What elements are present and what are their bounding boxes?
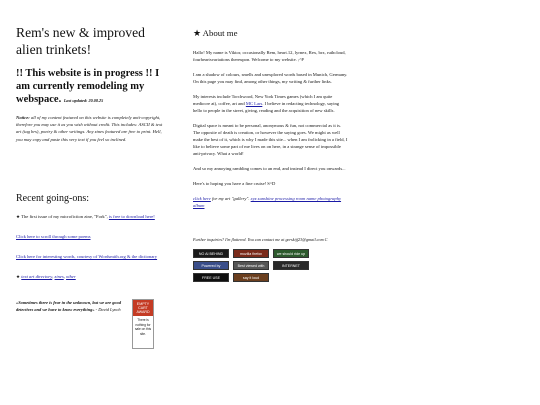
zine-text: ★ The first issue of my microfiction zine, "Fork",: [16, 213, 108, 219]
site-button-1[interactable]: mozilla firefox: [233, 249, 269, 258]
site-button-3[interactable]: Powered by: [193, 261, 229, 270]
poems-link[interactable]: Click here to scroll through some poems: [16, 234, 91, 240]
other-link[interactable]: other: [66, 274, 76, 280]
gallery-text: for my art "gallery".: [210, 196, 251, 201]
mc-lars-link[interactable]: MC Lars: [245, 101, 263, 106]
site-button-4[interactable]: Best viewed with: [233, 261, 269, 270]
gallery-link[interactable]: click here: [193, 196, 211, 201]
words-link[interactable]: Click here for interesting words, courtesy of Wordsmith.org & the dictionary: [16, 254, 158, 260]
notice: [16, 114, 166, 143]
quote: [16, 299, 126, 349]
site-button-6[interactable]: FREE USE: [193, 273, 229, 282]
site-button-5[interactable]: INTERNET ARCHIVE: [273, 261, 309, 270]
list-item: [16, 233, 166, 240]
site-button-2[interactable]: we should ride up: [273, 249, 309, 258]
art-directory-link[interactable]: text art directory: [21, 274, 53, 280]
empty-cart-award-badge: [132, 299, 154, 349]
about-para-2: I am a shadow of colours, smells and unexplored words based in Munich, Germany. On this page you may find, among other things, my writing & further links.: [193, 72, 348, 84]
zine-download-link[interactable]: is free to download here!: [108, 213, 155, 219]
album-link[interactable]: xyz sunshine processing room name photography album: [193, 196, 342, 208]
site-button-0[interactable]: NO AI BEHIND: [193, 249, 229, 258]
going-on-list: [16, 213, 166, 281]
quote-author: - David Lynch: [94, 306, 121, 312]
about-para-4: Digital space is meant to be personal, anonymous & fun, not commercial as it is. The opposite of death is creation, or however the saying goes. We might as well make the best of it, which is why I made this site... when I am frolicking in a field, I like to believe some part of me lives on on here, in a strange sense of impossible anti-privacy. What a world!: [193, 123, 348, 156]
progress-banner: [16, 67, 166, 107]
notice-text: all of my content featured on this website is completely anti-copyright, therefore you may use it as you wish without credit. This includes: ASCII & text art (tag brs), poetry & other writings. Any zines featured are free to print. Hell, you may copy and paste this very text if you feel so inclined.: [16, 115, 163, 142]
award-title: EMPTY CART AWARD: [133, 300, 153, 317]
site-button-7[interactable]: say it loud: [233, 273, 269, 282]
gallery-line: [193, 195, 348, 209]
button-wall: [193, 249, 348, 282]
interests-text: My interests include Torchwood, New York Times games (which I am quite mediocre at), coffee, art and: [193, 94, 333, 106]
right-column: [193, 0, 348, 282]
about-heading: ★ About me: [193, 28, 238, 38]
quote-text: «Sometimes there is fear in the unknown, but we are good detectives and we have to know everything»: [16, 299, 122, 312]
zines-link[interactable]: zines: [54, 274, 64, 280]
list-item: ★ text art directory, zines, other: [16, 274, 76, 280]
list-item: [16, 253, 166, 260]
last-updated: Last updated: 20.08.25: [63, 98, 104, 103]
quote-section: [16, 299, 166, 349]
about-para-5: And so my annoying rambling comes to an end, and instead I direct you onwards...: [193, 166, 346, 171]
left-column: [16, 0, 166, 349]
notice-label: Notice:: [16, 115, 30, 120]
going-on-heading: Recent going-ons:: [16, 192, 90, 204]
about-para-1: Hallo! My name is Viktor, occasionally Rem, heart.12, lyrnex, Rex, brx, ruthcloud, fourheartsvariations thereupon. Welcome to my website. ;^P: [193, 50, 346, 62]
page-title: Rem's new & improved alien trinkets!: [16, 25, 145, 57]
star-icon: ★: [16, 274, 21, 280]
contact-line: Further inquiries? I'm flattered. You can contact me at gerskijf23@gmail.com C: [193, 237, 328, 242]
about-para-3: [193, 93, 348, 114]
list-item: [16, 213, 166, 220]
about-para-6: Here's to hoping you have a fine cruise! S^D: [193, 181, 276, 186]
award-text: There is nothing for sale on this site.: [134, 318, 152, 336]
progress-text: !! This website is in progress !! I am currently remodeling my webspace.: [16, 68, 160, 105]
interests-text-2: . I believe in redacting technology, saying hello to people in the street, giving, reading and the acquisition of new skills.: [193, 101, 340, 113]
